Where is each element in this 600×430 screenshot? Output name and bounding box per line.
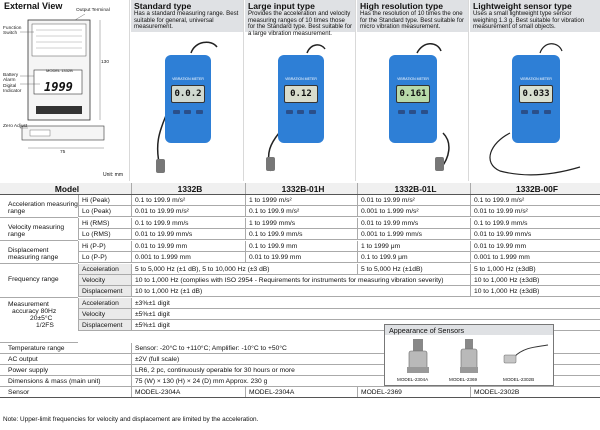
vibration-meter-device: VIBRATION METER 0.0.2	[165, 55, 211, 143]
table-cell: ±5%±1 digit	[131, 309, 600, 319]
row-label: Sensor	[8, 389, 30, 396]
table-cell: 0.01 to 19.99 m/s²	[131, 206, 245, 216]
table-row	[78, 286, 600, 297]
external-view-panel	[0, 0, 130, 181]
table-row	[78, 218, 600, 229]
row-sub-label: Hi (P-P)	[78, 241, 131, 251]
type-header	[357, 0, 468, 32]
table-cell: 5 to 5,000 Hz (±1 dB), 5 to 10,000 Hz (±3 dB)	[131, 264, 357, 274]
table-cell: 0.1 to 199.9 mm/s	[245, 229, 357, 239]
table-header-row	[0, 183, 600, 195]
row-sub-label: Displacement	[78, 286, 131, 296]
type-description: Has the resolution of 10 times the one for the Standard type. Best suitable for micro vibration measurement.	[360, 10, 464, 31]
table-cell: 0.001 to 1.999 mm	[470, 252, 600, 262]
table-cell: 0.1 to 199.9 μm	[357, 252, 470, 262]
dimension-height-label: 130	[101, 60, 110, 65]
vibration-meter-device: VIBRATION METER 0.161	[389, 55, 437, 143]
table-cell: 0.01 to 19.99 mm/s	[131, 229, 245, 239]
table-cell: MODEL-2302B	[470, 387, 600, 397]
table-cell: 0.01 to 19.99 m/s²	[470, 206, 600, 216]
sensor-label: MODEL-2302B	[503, 377, 535, 382]
device-display: 0.033	[519, 85, 554, 103]
device-display: 0.0.2	[171, 85, 204, 103]
table-cell: 0.01 to 19.99 m/s²	[357, 195, 470, 205]
table-cell: ±2V (full scale)	[131, 354, 600, 364]
table-cell: 10 to 1,000 Hz (complies with ISO 2954 - Requirements for instruments for measuring vibration severity)	[131, 275, 470, 285]
table-cell: 5 to 5,000 Hz (±1dB)	[357, 264, 470, 274]
accuracy-category-line: 20±5°C	[30, 315, 53, 322]
product-overview	[0, 0, 600, 183]
row-label: AC output	[8, 356, 38, 363]
sensor-2302b-image	[500, 343, 550, 369]
row-sub-label: Lo (Peak)	[78, 206, 131, 216]
device-display: 0.12	[284, 85, 317, 103]
type-title: Lightweight sensor type	[473, 1, 572, 11]
row-sub-label: Acceleration	[78, 264, 131, 274]
table-row	[78, 264, 600, 275]
table-cell: 0.01 to 19.99 mm	[245, 252, 357, 262]
zero-adjust-label: Zero Adjust	[3, 124, 28, 129]
sensor-2369-image	[457, 339, 481, 375]
dimension-width-label: 75	[60, 150, 66, 155]
type-header	[470, 0, 600, 32]
accuracy-category-line: accuracy 80Hz	[12, 308, 57, 315]
accuracy-category-line: 1/2FS	[36, 322, 54, 329]
row-label: Power supply	[8, 367, 49, 374]
table-cell: 0.1 to 199.9 m/s²	[131, 195, 245, 205]
type-title: High resolution type	[360, 1, 444, 11]
table-cell: 0.01 to 19.99 mm/s	[357, 218, 470, 228]
table-cell: 75 (W) × 130 (H) × 24 (D) mm Approx. 230 g	[131, 376, 600, 386]
table-cell: 5 to 1,000 Hz (±3dB)	[470, 264, 600, 274]
model-header-1332b: 1332B	[131, 183, 245, 194]
table-cell: 0.001 to 1.999 m/s²	[357, 206, 470, 216]
table-cell: Sensor: -20°C to +110°C; Amplifier: -10°C to +50°C	[131, 343, 600, 353]
table-cell: LR6, 2 pc, continuously operable for 30 hours or more	[131, 365, 600, 375]
unit-label: Unit: mm	[103, 172, 123, 178]
model-header-1332b-01l: 1332B-01L	[357, 183, 470, 194]
row-sub-label: Acceleration	[78, 298, 131, 308]
table-cell: 0.1 to 199.9 mm/s	[131, 218, 245, 228]
displacement-range-category: Displacement measuring range	[8, 247, 59, 261]
table-cell: ±5%±1 digit	[131, 320, 600, 330]
type-header	[245, 0, 355, 37]
vibration-meter-device: VIBRATION METER 0.12	[278, 55, 324, 143]
table-cell: 10 to 1,000 Hz (±3dB)	[470, 286, 600, 296]
footnote: Note: Upper-limit frequencies for velocity and displacement are limited by the acceleration.	[3, 416, 259, 423]
type-title: Standard type	[134, 1, 192, 11]
row-sub-label: Hi (RMS)	[78, 218, 131, 228]
type-panel-large-input	[245, 0, 356, 181]
accuracy-category-line: Measurement	[8, 301, 49, 308]
row-sub-label: Lo (RMS)	[78, 229, 131, 239]
table-cell: 0.1 to 199.9 mm/s	[470, 218, 600, 228]
table-row	[78, 298, 600, 309]
device-display: 0.161	[396, 85, 431, 103]
table-row	[0, 387, 600, 398]
row-sub-label: Velocity	[78, 309, 131, 319]
table-row	[78, 241, 600, 252]
table-cell: 1 to 1999 m/s²	[245, 195, 357, 205]
table-row	[78, 252, 600, 263]
type-title: Large input type	[248, 1, 315, 11]
accuracy-category	[0, 301, 78, 329]
digital-indicator-label: Digital Indicator	[3, 84, 22, 94]
frequency-range-category: Frequency range	[8, 276, 59, 283]
external-view-display-value: 1999	[44, 80, 73, 94]
type-panel-standard	[131, 0, 244, 181]
table-cell: MODEL-2304A	[131, 387, 245, 397]
output-terminal-label: Output Terminal	[76, 8, 110, 13]
table-cell: 0.01 to 19.99 mm	[131, 241, 245, 251]
type-panel-lightweight-sensor	[470, 0, 600, 181]
type-description: Provides the acceleration and velocity measuring ranges of 10 times those for the Standard type. Best suitable for a large vibration measurement.	[248, 10, 352, 37]
sensor-label: MODEL-2304A	[397, 377, 429, 382]
table-cell: MODEL-2304A	[245, 387, 357, 397]
table-cell: 0.1 to 199.9 m/s²	[245, 206, 357, 216]
sensors-appearance-box	[384, 324, 554, 386]
model-header-1332b-01h: 1332B-01H	[245, 183, 357, 194]
sensor-label: MODEL-2369	[449, 377, 478, 382]
table-cell: 0.01 to 19.99 mm/s	[470, 229, 600, 239]
row-label: Dimensions & mass (main unit)	[8, 378, 101, 385]
type-description: Has a standard measuring range. Best suitable for general, universal measurement.	[134, 10, 239, 31]
vibration-meter-device: VIBRATION METER 0.033	[512, 55, 560, 143]
table-cell: 0.1 to 199.9 m/s²	[470, 195, 600, 205]
sensors-box-title: Appearance of Sensors	[385, 325, 553, 335]
table-row	[78, 206, 600, 217]
row-label: Temperature range	[8, 345, 65, 352]
model-header-label: Model	[54, 184, 80, 194]
table-cell: 10 to 1,000 Hz (±1 dB)	[131, 286, 470, 296]
table-cell: 0.001 to 1.999 mm	[131, 252, 245, 262]
velocity-range-category: Velocity measuring range	[8, 224, 65, 238]
sensor-2304a-image	[405, 339, 431, 375]
table-cell: 1 to 1999 mm/s	[245, 218, 357, 228]
row-sub-label: Lo (P-P)	[78, 252, 131, 262]
battery-alarm-label: Battery Alarm	[3, 73, 19, 83]
table-cell: 1 to 1999 μm	[357, 241, 470, 251]
row-sub-label: Hi (Peak)	[78, 195, 131, 205]
table-row	[78, 275, 600, 286]
table-cell: 0.01 to 19.99 mm	[470, 241, 600, 251]
table-cell: ±3%±1 digit	[131, 298, 600, 308]
type-description: Uses a small lightweight type sensor weighing 1.3 g. Best suitable for vibration measurement of small objects.	[473, 10, 585, 31]
model-header-1332b-00f: 1332B-00F	[470, 183, 600, 194]
model-plate-label: MODEL 1332B	[46, 68, 73, 73]
row-sub-label: Velocity	[78, 275, 131, 285]
acceleration-range-category: Acceleration measuring range	[8, 201, 78, 215]
external-view-title: External View	[4, 1, 63, 11]
type-panel-high-resolution	[357, 0, 469, 181]
table-row	[78, 195, 600, 206]
table-cell: MODEL-2369	[357, 387, 470, 397]
table-row	[78, 229, 600, 240]
table-cell: 10 to 1,000 Hz (±3dB)	[470, 275, 600, 285]
row-sub-label: Displacement	[78, 320, 131, 330]
table-cell: 0.1 to 199.9 mm	[245, 241, 357, 251]
table-row	[78, 309, 600, 320]
table-cell: 0.001 to 1.999 mm/s	[357, 229, 470, 239]
type-header	[131, 0, 243, 32]
function-switch-label: Function Switch	[3, 26, 22, 36]
